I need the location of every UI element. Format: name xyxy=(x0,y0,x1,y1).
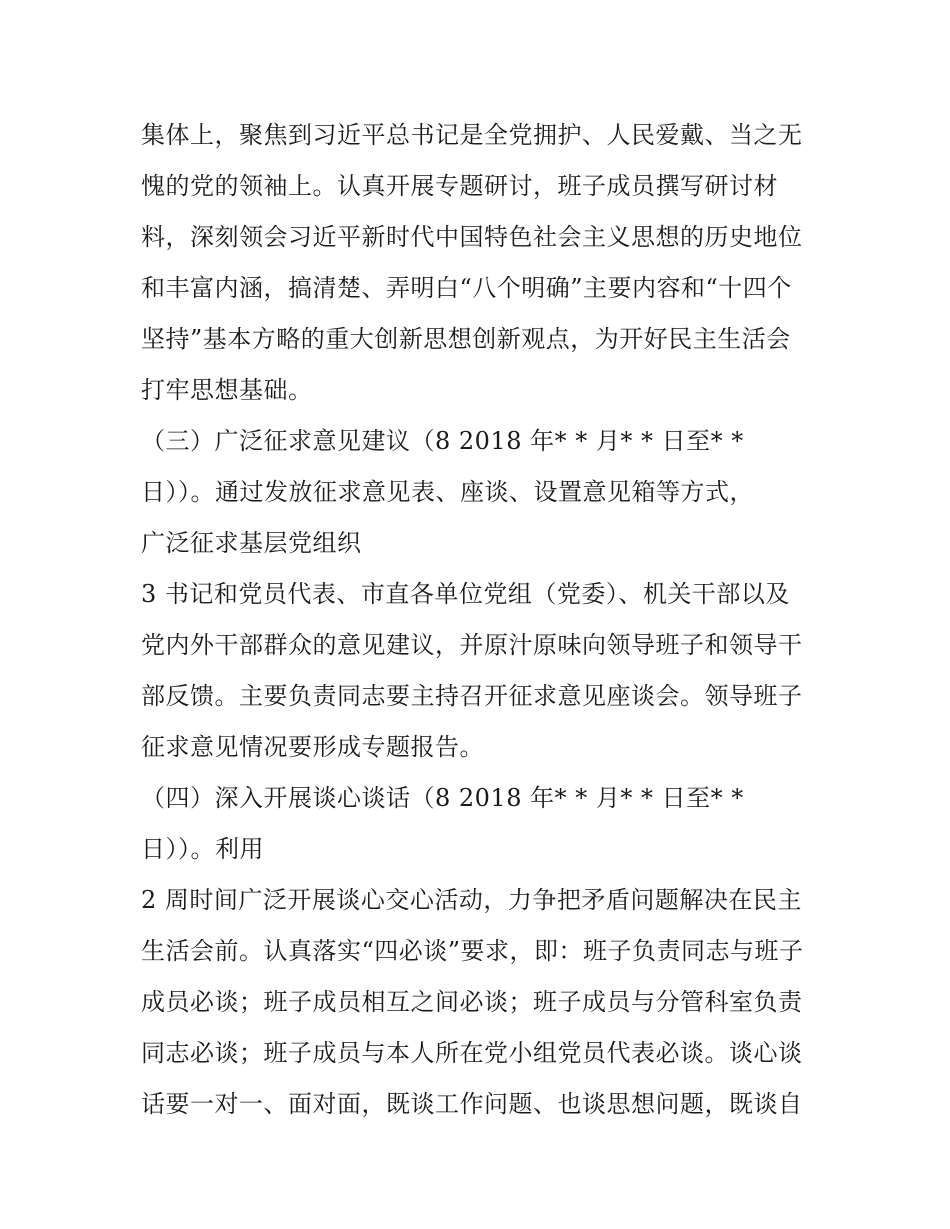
text-line: 2 周时间广泛开展谈心交心活动，力争把矛盾问题解决在民主 xyxy=(141,886,802,914)
text-line: 生活会前。认真落实“四必谈”要求，即：班子负责同志与班子 xyxy=(141,937,804,965)
text-line: 日））。利用 xyxy=(141,835,264,863)
text-line: 同志必谈；班子成员与本人所在党小组党员代表必谈。谈心谈 xyxy=(141,1039,803,1067)
text-line: 愧的党的领袖上。认真开展专题研讨，班子成员撰写研讨材 xyxy=(141,172,778,200)
document-body xyxy=(141,110,841,1130)
text-line: 和丰富内涵，搞清楚、弄明白“八个明确”主要内容和“十四个 xyxy=(141,274,792,302)
section-heading-4: （四）深入开展谈心谈话（8 2018 年* * 月* * 日至* * xyxy=(141,784,744,812)
text-line: 集体上，聚焦到习近平总书记是全党拥护、人民爱戴、当之无 xyxy=(141,121,803,149)
text-line: 料，深刻领会习近平新时代中国特色社会主义思想的历史地位 xyxy=(141,223,803,251)
text-line: 广泛征求基层党组织 xyxy=(141,529,362,557)
text-line: 党内外干部群众的意见建议，并原汁原味向领导班子和领导干 xyxy=(141,631,803,659)
text-line: 话要一对一、面对面，既谈工作问题、也谈思想问题，既谈自 xyxy=(141,1090,803,1118)
text-line: 坚持”基本方略的重大创新思想创新观点，为开好民主生活会 xyxy=(141,325,791,353)
text-line: 3 书记和党员代表、市直各单位党组（党委）、机关干部以及 xyxy=(141,580,790,608)
text-line: 征求意见情况要形成专题报告。 xyxy=(141,733,484,761)
text-line: 打牢思想基础。 xyxy=(141,376,313,404)
section-heading-3: （三）广泛征求意见建议（8 2018 年* * 月* * 日至* * xyxy=(141,427,744,455)
text-line: 部反馈。主要负责同志要主持召开征求意见座谈会。领导班子 xyxy=(141,682,803,710)
text-line: 成员必谈；班子成员相互之间必谈；班子成员与分管科室负责 xyxy=(141,988,803,1016)
text-line: 日））。通过发放征求意见表、座谈、设置意见箱等方式， xyxy=(141,478,754,506)
